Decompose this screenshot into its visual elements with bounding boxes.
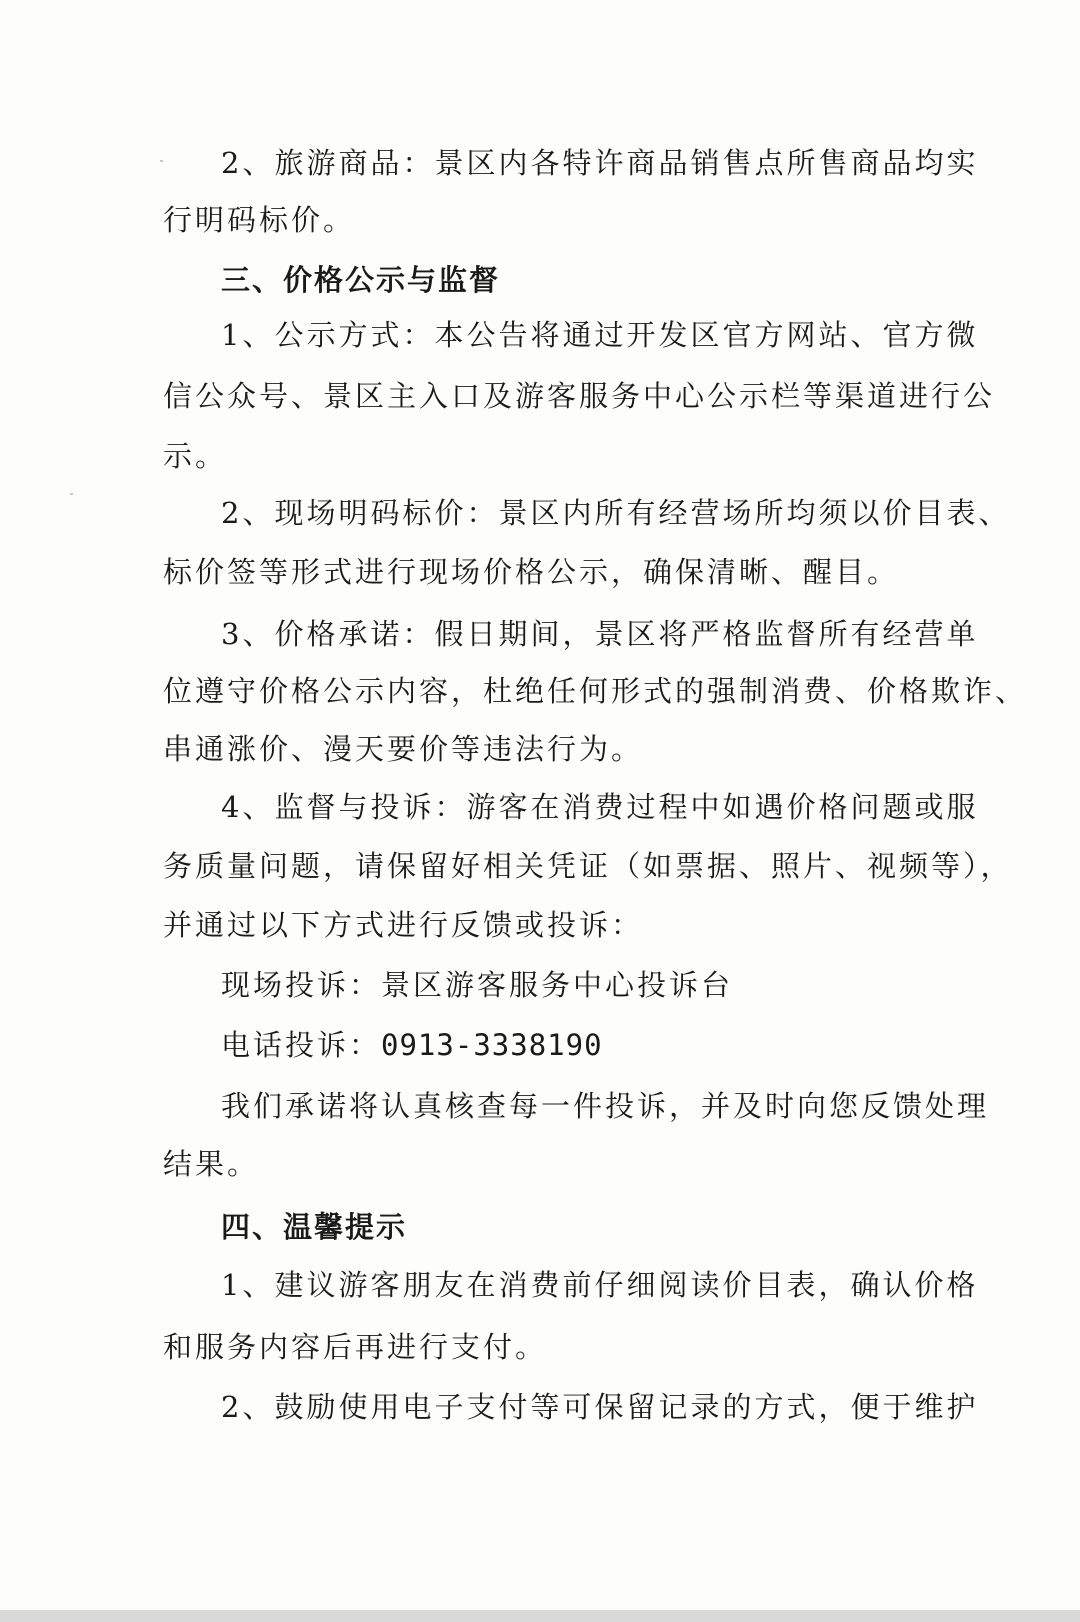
document-body <box>163 0 1028 1622</box>
paragraph-supervision-line-2: 务质量问题，请保留好相关凭证（如票据、照片、视频等）， <box>163 849 1013 883</box>
paragraph-price-commitment-line-3: 串通涨价、漫天要价等违法行为。 <box>163 732 644 766</box>
paragraph-commitment-line-1: 我们承诺将认真核查每一件投诉，并及时向您反馈处理 <box>221 1089 990 1123</box>
section-heading-tips: 四、温馨提示 <box>221 1210 408 1244</box>
paragraph-tourist-goods-line-2: 行明码标价。 <box>163 203 356 237</box>
onsite-complaint-line: 现场投诉：景区游客服务中心投诉台 <box>221 968 734 1002</box>
paragraph-tourist-goods-line-1: 2、旅游商品：景区内各特许商品销售点所售商品均实 <box>221 146 979 180</box>
paragraph-supervision-line-1: 4、监督与投诉：游客在消费过程中如遇价格问题或服 <box>221 790 979 824</box>
paragraph-tip-1-line-1: 1、建议游客朋友在消费前仔细阅读价目表，确认价格 <box>221 1268 979 1302</box>
paragraph-disclosure-method-line-2: 信公众号、景区主入口及游客服务中心公示栏等渠道进行公 <box>163 379 996 413</box>
phone-complaint-label: 电话投诉： <box>221 1028 382 1062</box>
paragraph-onsite-pricing-line-1: 2、现场明码标价：景区内所有经营场所均须以价目表、 <box>221 496 1011 530</box>
paragraph-supervision-line-3: 并通过以下方式进行反馈或投诉： <box>163 908 644 942</box>
paragraph-onsite-pricing-line-2: 标价签等形式进行现场价格公示，确保清晰、醒目。 <box>163 555 900 589</box>
paragraph-tip-1-line-2: 和服务内容后再进行支付。 <box>163 1330 548 1364</box>
section-heading-price-disclosure: 三、价格公示与监督 <box>221 263 501 297</box>
complaint-phone-number: 0913-3338190 <box>381 1028 603 1062</box>
paragraph-tip-2-line-1: 2、鼓励使用电子支付等可保留记录的方式，便于维护 <box>221 1390 979 1424</box>
paragraph-disclosure-method-line-1: 1、公示方式：本公告将通过开发区官方网站、官方微 <box>221 318 979 352</box>
paragraph-price-commitment-line-1: 3、价格承诺：假日期间，景区将严格监督所有经营单 <box>221 617 979 651</box>
scan-speck <box>70 493 73 495</box>
scan-bottom-edge <box>0 1610 1080 1622</box>
paragraph-price-commitment-line-2: 位遵守价格公示内容，杜绝任何形式的强制消费、价格欺诈、 <box>163 674 1028 708</box>
phone-complaint-line <box>221 1017 603 1074</box>
paragraph-commitment-line-2: 结果。 <box>163 1147 260 1181</box>
paragraph-disclosure-method-line-3: 示。 <box>163 439 228 473</box>
